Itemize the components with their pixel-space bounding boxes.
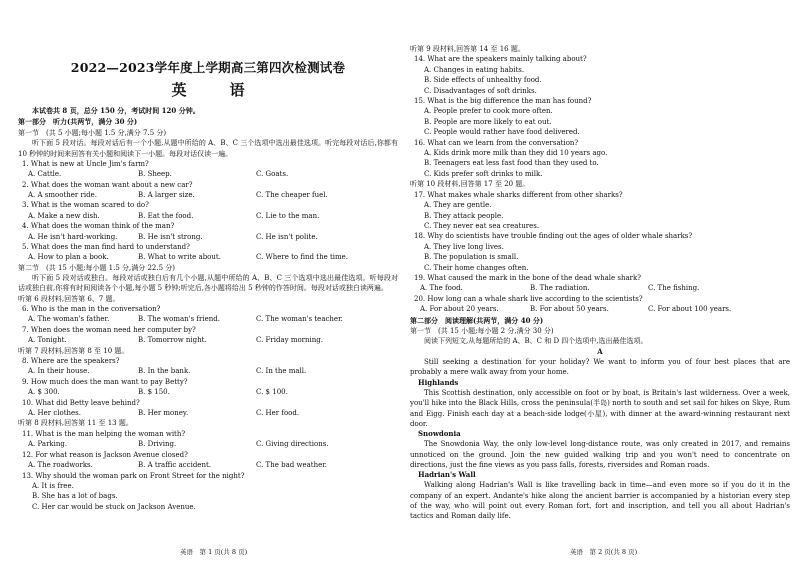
section3-instructions: 阅读下列短文,从每题所给的 A、B、C 和 D 四个选项中,选出最佳选项。 <box>424 337 648 346</box>
page-left-column <box>18 0 398 562</box>
option-b: B. Driving. <box>138 440 177 449</box>
question-17: 17. What makes whale sharks different from other sharks? <box>414 190 623 199</box>
option-a: A. In their house. <box>28 367 90 376</box>
option-a: A. For about 20 years. <box>420 305 499 314</box>
question-5: 5. What does the man find hard to understand? <box>22 242 190 251</box>
option-a: A. $ 300. <box>28 388 60 397</box>
option-b: B. Side effects of unhealthy food. <box>424 76 542 85</box>
option-c: C. He isn't polite. <box>256 232 318 241</box>
option-b: B. The woman's friend. <box>138 315 220 324</box>
question-9-options <box>18 387 398 397</box>
section2-heading: 第二节 (共 15 小题;每小题 1.5 分,满分 22.5 分) <box>18 263 176 272</box>
page-right-column <box>410 0 790 562</box>
option-c: C. Goats. <box>256 170 289 179</box>
option-a: A. They live long lives. <box>424 242 504 251</box>
section3-heading: 第一节 (共 15 小题;每小题 2 分,满分 30 分) <box>410 327 554 336</box>
section1-instructions: 听下面 5 段对话。每段对话后有一个小题,从题中所给的 A、B、C 三个选项中选出最佳选项。听完每段对话后,你都有 10 秒钟的时间来回答有关小题和阅读下一小题。每段对话仅读一遍。 <box>18 139 398 158</box>
material-7-note: 听第 7 段材料,回答第 8 至 10 题。 <box>18 346 129 355</box>
option-a: A. Her clothes. <box>28 409 81 418</box>
material-8-note: 听第 8 段材料,回答第 11 至 13 题。 <box>18 419 133 428</box>
question-11: 11. What is the man helping the woman with? <box>22 429 186 438</box>
option-c: C. Their home changes often. <box>424 263 529 272</box>
question-10: 10. What did Betty leave behind? <box>22 398 140 407</box>
question-20: 20. How long can a whale shark live according to the scientists? <box>414 294 643 303</box>
section1-heading: 第一节 (共 5 小题;每小题 1.5 分,满分 7.5 分) <box>18 128 167 137</box>
option-b: B. Teenagers eat less fast food than they used to. <box>424 159 599 168</box>
question-12: 12. For what reason is Jackson Avenue closed? <box>22 450 188 459</box>
option-c: C. The fishing. <box>648 284 700 293</box>
question-4: 4. What does the woman think of the man? <box>22 222 175 231</box>
question-9: 9. How much does the man want to pay Betty? <box>22 377 188 386</box>
option-b: B. Tomorrow night. <box>138 336 207 345</box>
question-19-options <box>410 283 790 293</box>
option-b: B. Her money. <box>138 409 189 418</box>
option-c: C. Giving directions. <box>256 440 329 449</box>
option-b: B. A larger size. <box>138 190 195 199</box>
question-19: 19. What caused the mark in the bone of the dead whale shark? <box>414 273 641 282</box>
part2-heading: 第二部分 阅读理解(共两节，满分 40 分) <box>410 315 544 325</box>
option-b: B. Eat the food. <box>138 211 194 220</box>
heading-snowdonia: Snowdonia <box>418 428 461 438</box>
paragraph-highlands: This Scottish destination, only accessible on foot or by boat, is Britain's last wilderness. Over a week, you'll hike into the Black Hills, cross the peninsula(半岛) north to south and set sail for hikes on Skye, Rum and Eigg. Finish each day at a beach-side lodge(小屋), with dinner at the award-winning restaurant next door. <box>410 389 790 428</box>
option-a: A. Parking. <box>28 440 68 449</box>
exam-intro: 本试卷共 8 页，总分 150 分，考试时间 120 分钟。 <box>32 106 200 115</box>
option-c: C. People would rather have food delivered. <box>424 128 580 137</box>
option-a: A. The woman's father. <box>28 315 110 324</box>
option-c: C. They never eat sea creatures. <box>424 221 540 230</box>
option-a: A. It is free. <box>32 481 74 490</box>
option-b: B. $ 150. <box>138 388 170 397</box>
option-c: C. Lie to the man. <box>256 211 320 220</box>
option-b: B. She has a lot of bags. <box>32 492 118 501</box>
question-10-options <box>18 408 398 418</box>
option-a: A. The roadworks. <box>28 461 93 470</box>
option-a: A. He isn't hard-working. <box>28 232 118 241</box>
page-footer-left: 英语 第 1 页(共 8 页) <box>180 548 248 556</box>
option-c: C. Disadvantages of soft drinks. <box>424 86 537 95</box>
option-b: B. They attack people. <box>424 211 504 220</box>
question-2: 2. What does the woman want about a new car? <box>22 180 193 189</box>
question-5-options <box>18 252 398 262</box>
question-2-options <box>18 190 398 200</box>
question-1-options <box>18 169 398 179</box>
option-b: B. A traffic accident. <box>138 461 211 470</box>
question-8-options <box>18 366 398 376</box>
question-4-options <box>18 232 398 242</box>
option-c: C. Friday morning. <box>256 336 323 345</box>
option-c: C. The woman's teacher. <box>256 315 343 324</box>
heading-hadrians-wall: Hadrian's Wall <box>418 469 476 479</box>
question-11-options <box>18 439 398 449</box>
option-a: A. They are gentle. <box>424 201 492 210</box>
option-c: C. Her food. <box>256 409 300 418</box>
option-a: A. How to plan a book. <box>28 253 109 262</box>
question-3-options <box>18 211 398 221</box>
option-c: C. For about 100 years. <box>648 305 732 314</box>
question-1: 1. What is new at Uncle Jim's farm? <box>22 159 149 168</box>
option-c: C. Kids prefer soft drinks to milk. <box>424 169 543 178</box>
exam-title: 2022—2023学年度上学期高三第四次检测试卷 <box>70 60 346 75</box>
option-b: B. For about 50 years. <box>530 305 609 314</box>
option-b: B. People are more likely to eat out. <box>424 117 552 126</box>
option-a: A. Cattle. <box>28 170 62 179</box>
question-6-options <box>18 314 398 324</box>
part1-heading: 第一部分 听力(共两节，满分 30 分) <box>18 117 138 127</box>
option-c: C. The bad weather. <box>256 461 328 470</box>
question-3: 3. What is the woman scared to do? <box>22 201 149 210</box>
option-b: B. In the bank. <box>138 367 191 376</box>
question-20-options <box>410 304 790 314</box>
option-a: A. Kids drink more milk than they did 10 years ago. <box>424 149 608 158</box>
paragraph-hadrians-wall: Walking along Hadrian's Wall is like travelling back in time—and even more so if you do it in the company of an expert. Andante's hike along the ancient barrier is accompanied by a historian every step of the way, who will point out every Roman fort, fort and inscription, and tell you all about Hadrian's tactics and Roman daily life. <box>410 481 790 520</box>
option-a: A. Tonight. <box>28 336 67 345</box>
option-b: B. Sheep. <box>138 170 172 179</box>
material-10-note: 听第 10 段材料,回答第 17 至 20 题。 <box>410 180 530 189</box>
option-b: B. The radiation. <box>530 284 590 293</box>
paragraph-snowdonia: The Snowdonia Way, the only low-level long-distance route, was only created in 2017, and remains unnoticed on the ground. Join the new guided walking trip and you won't need to concentrate on directions, just the fine views as you pass falls, forests, riversides and Roman roads. <box>410 440 790 469</box>
question-7-options <box>18 335 398 345</box>
question-12-options <box>18 460 398 470</box>
passage-label: A <box>597 346 603 356</box>
section2-instructions: 听下面 5 段对话或独白。每段对话或独白后有几个小题,从题中所给的 A、B、C 三个选项中选出最佳选项。听每段对话或独白前,你将有时间阅读各个小题,每小题 5 秒钟;听完后,各小题将给出 5 秒钟的作答时间。每段对话或独白读两遍。 <box>18 274 398 293</box>
option-b: B. What to write about. <box>138 253 221 262</box>
material-6-note: 听第 6 段材料,回答第 6、7 题。 <box>18 294 120 303</box>
option-a: A. A smoother ride. <box>28 190 97 199</box>
question-18: 18. Why do scientists have trouble finding out the ages of older whale sharks? <box>414 232 693 241</box>
question-13: 13. Why should the woman park on Front Street for the night? <box>22 471 245 480</box>
option-b: B. The population is small. <box>424 253 519 262</box>
option-c: C. $ 100. <box>256 388 288 397</box>
passage-intro: Still seeking a destination for your holiday? We want to inform you of four best places that are probably a mere walk away from your home. <box>410 358 790 377</box>
material-9-note: 听第 9 段材料,回答第 14 至 16 题。 <box>410 45 525 53</box>
option-b: B. He isn't strong. <box>138 232 203 241</box>
option-a: A. The food. <box>420 284 463 293</box>
option-c: C. In the mall. <box>256 367 307 376</box>
question-14: 14. What are the speakers mainly talking about? <box>414 55 587 64</box>
question-7: 7. When does the woman need her computer by? <box>22 325 196 334</box>
page-footer-right: 英语 第 2 页(共 8 页) <box>570 548 638 556</box>
question-15: 15. What is the big difference the man has found? <box>414 97 592 106</box>
question-6: 6. Who is the man in the conversation? <box>22 305 161 313</box>
option-c: C. Her car would be stuck on Jackson Avenue. <box>32 502 196 511</box>
option-c: C. The cheaper fuel. <box>256 190 328 199</box>
option-a: A. People prefer to cook more often. <box>424 107 553 116</box>
subject-title: 英 语 <box>171 81 259 99</box>
question-16: 16. What can we learn from the conversation? <box>414 138 579 147</box>
option-a: A. Changes in eating habits. <box>424 65 525 74</box>
option-a: A. Make a new dish. <box>28 211 100 220</box>
heading-highlands: Highlands <box>418 377 459 387</box>
question-8: 8. Where are the speakers? <box>22 357 120 366</box>
option-c: C. Where to find the time. <box>256 253 348 262</box>
